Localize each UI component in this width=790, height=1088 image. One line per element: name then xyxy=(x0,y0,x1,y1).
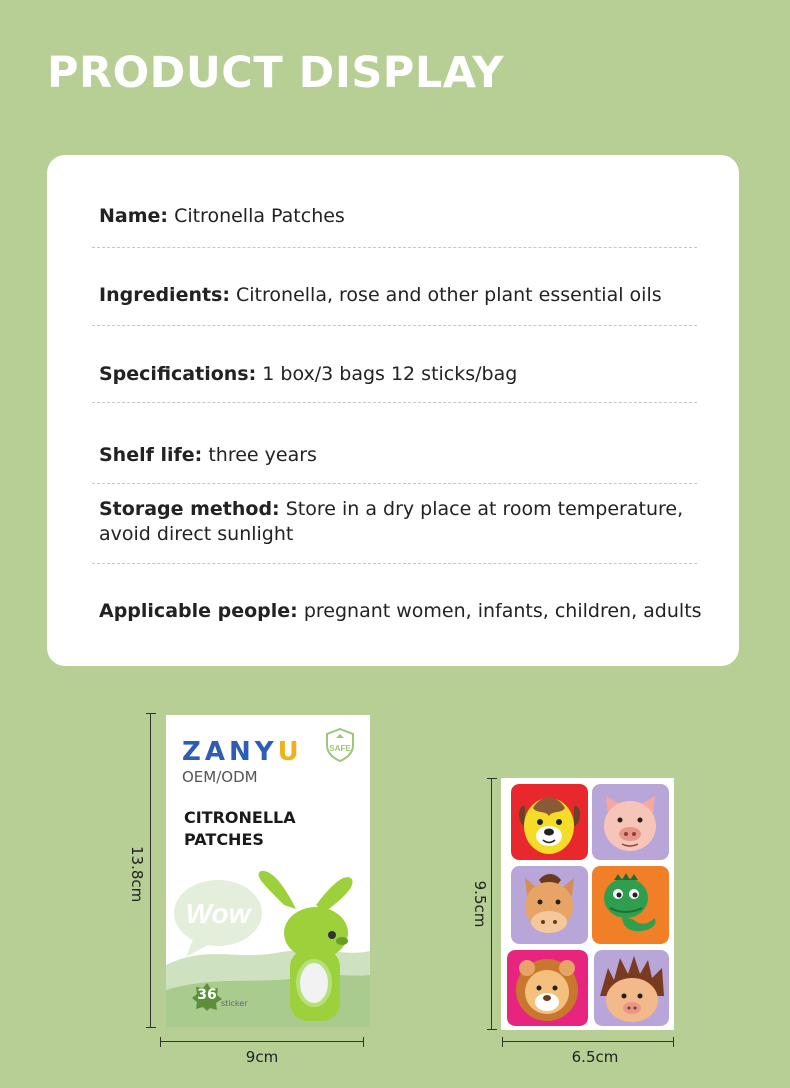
spec-value: three years xyxy=(208,444,317,466)
sheet-width-dimension-line xyxy=(502,1041,674,1042)
sheet-height-dimension-line xyxy=(491,778,492,1030)
spec-row-specifications xyxy=(99,362,709,387)
spec-value: pregnant women, infants, children, adults xyxy=(303,600,702,622)
spec-value: Citronella, rose and other plant essential oils xyxy=(236,284,662,306)
sheet-width-label: 6.5cm xyxy=(571,1048,619,1066)
spec-row-applicable-people xyxy=(99,599,729,624)
oem-label: OEM/ODM xyxy=(182,768,258,786)
box-height-label: 13.8cm xyxy=(128,846,146,903)
lion-icon xyxy=(507,950,588,1026)
spec-label: Shelf life: xyxy=(99,444,203,466)
product-info-card xyxy=(47,155,739,666)
box-width-label: 9cm xyxy=(245,1048,279,1066)
sticker-count: 36 xyxy=(197,987,217,1003)
spec-value: 1 box/3 bags 12 sticks/bag xyxy=(262,363,518,385)
sticker-label: sticker xyxy=(221,999,248,1008)
divider xyxy=(92,247,697,248)
divider xyxy=(92,483,697,484)
divider xyxy=(92,325,697,326)
dog-icon xyxy=(511,784,588,860)
spec-label: Name: xyxy=(99,205,169,227)
brand-logo: ZANYU xyxy=(182,737,303,767)
box-height-dimension-line xyxy=(150,713,151,1028)
safe-text: SAFE xyxy=(329,744,351,753)
spec-row-storage-method xyxy=(99,497,709,547)
spec-row-ingredients xyxy=(99,283,709,308)
spec-label: Storage method: xyxy=(99,498,280,520)
spec-row-shelf-life xyxy=(99,443,709,468)
box-width-dimension-line xyxy=(160,1041,364,1042)
page-title: PRODUCT DISPLAY xyxy=(47,48,505,98)
spec-value: Store in a dry place at room temperature, avoid direct sunlight xyxy=(99,498,684,545)
hedgehog-icon xyxy=(594,950,669,1026)
divider xyxy=(92,563,697,564)
horse-icon xyxy=(511,866,588,944)
spec-label: Specifications: xyxy=(99,363,257,385)
spec-label: Applicable people: xyxy=(99,600,298,622)
wow-text: Wow xyxy=(185,898,251,929)
spec-label: Ingredients: xyxy=(99,284,230,306)
pig-icon xyxy=(592,784,669,860)
spec-row-name xyxy=(99,204,709,229)
safe-shield-icon xyxy=(324,727,356,763)
product-name: CITRONELLA PATCHES xyxy=(184,808,296,849)
product-box-image xyxy=(166,715,370,1027)
dinosaur-icon xyxy=(592,866,669,944)
spec-value: Citronella Patches xyxy=(174,205,345,227)
divider xyxy=(92,402,697,403)
sticker-sheet-image xyxy=(501,778,674,1030)
sheet-height-label: 9.5cm xyxy=(471,880,489,928)
